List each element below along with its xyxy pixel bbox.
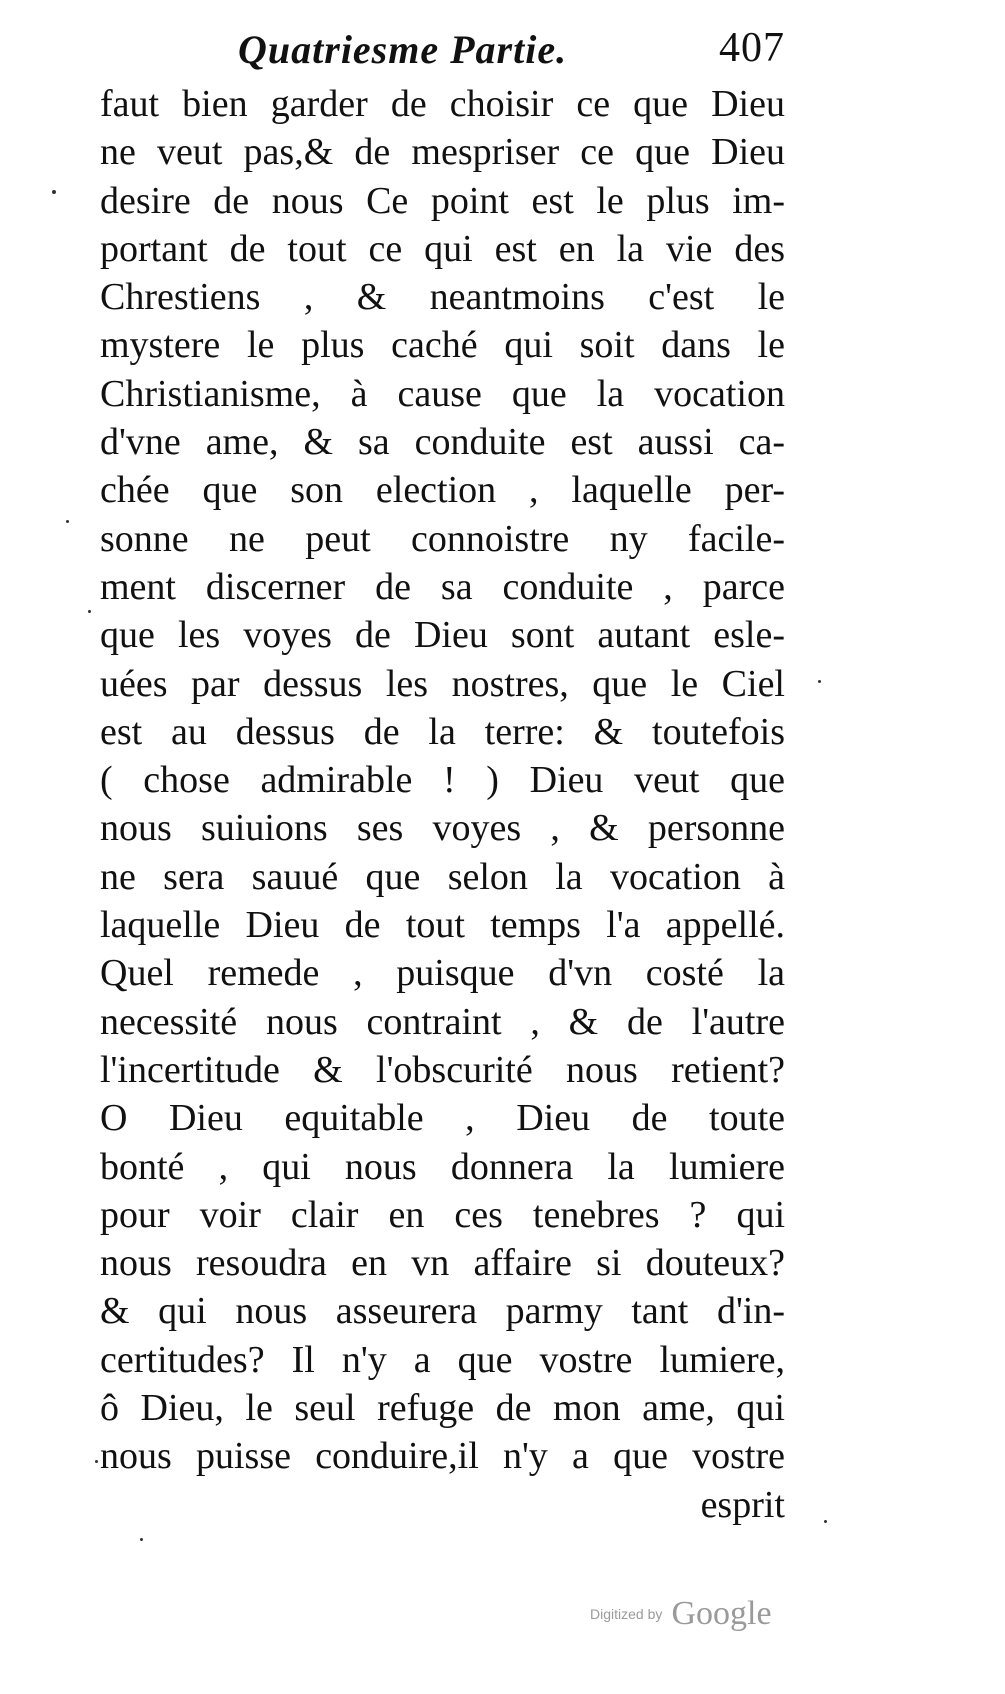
- page-number: 407: [719, 25, 785, 71]
- text-line: d'vne ame, & sa conduite est aussi ca-: [100, 421, 785, 464]
- text-line: chée que son election , laquelle per-: [100, 469, 785, 512]
- text-line: Quel remede , puisque d'vn costé la: [100, 952, 785, 995]
- text-line: mystere le plus caché qui soit dans le: [100, 324, 785, 367]
- text-line: necessité nous contraint , & de l'autre: [100, 1000, 785, 1043]
- google-logo: Google: [671, 1595, 772, 1632]
- text-line: uées par dessus les nostres, que le Ciel: [100, 662, 785, 705]
- text-line: certitudes? Il n'y a que vostre lumiere,: [100, 1338, 785, 1381]
- text-line: que les voyes de Dieu sont autant esle-: [100, 614, 785, 657]
- scan-speck: [52, 190, 56, 194]
- text-line: nous suiuions ses voyes , & personne: [100, 807, 785, 850]
- text-line: ô Dieu, le seul refuge de mon ame, qui: [100, 1387, 785, 1430]
- text-line: desire de nous Ce point est le plus im-: [100, 179, 785, 222]
- digitized-watermark: [590, 1595, 790, 1635]
- scan-speck: [66, 520, 69, 523]
- text-line: sonne ne peut connoistre ny facile-: [100, 517, 785, 560]
- text-line: l'incertitude & l'obscurité nous retient?: [100, 1048, 785, 1091]
- text-line: nous resoudra en vn affaire si douteux?: [100, 1242, 785, 1285]
- running-head-title: Quatriesme Partie.: [238, 27, 568, 72]
- text-line: & qui nous asseurera parmy tant d'in-: [100, 1290, 785, 1333]
- text-line: pour voir clair en ces tenebres ? qui: [100, 1193, 785, 1236]
- text-line: est au dessus de la terre: & toutefois: [100, 710, 785, 753]
- text-line: ment discerner de sa conduite , parce: [100, 565, 785, 608]
- text-line: nous puisse conduire,il n'y a que vostre: [100, 1435, 785, 1478]
- scan-speck: [818, 680, 821, 683]
- running-head: [100, 18, 785, 78]
- watermark-prefix: Digitized by: [590, 1606, 663, 1622]
- body-text: [100, 80, 785, 1529]
- text-line: faut bien garder de choisir ce que Dieu: [100, 83, 785, 125]
- text-line: O Dieu equitable , Dieu de toute: [100, 1097, 785, 1140]
- text-line: laquelle Dieu de tout temps l'a appellé.: [100, 904, 785, 947]
- text-line: portant de tout ce qui est en la vie des: [100, 227, 785, 270]
- text-line: Chrestiens , & neantmoins c'est le: [100, 276, 785, 319]
- text-line: bonté , qui nous donnera la lumiere: [100, 1145, 785, 1188]
- text-line: ( chose admirable ! ) Dieu veut que: [100, 759, 785, 802]
- catchword: esprit: [700, 1483, 785, 1526]
- text-line: Christianisme, à cause que la vocation: [100, 372, 785, 415]
- scan-speck: [88, 610, 91, 613]
- scan-speck: [824, 1520, 827, 1523]
- text-line: ne veut pas,& de mespriser ce que Dieu: [100, 131, 785, 174]
- scan-speck: [95, 1460, 98, 1463]
- text-line: ne sera sauué que selon la vocation à: [100, 855, 785, 898]
- scan-speck: [140, 1538, 143, 1541]
